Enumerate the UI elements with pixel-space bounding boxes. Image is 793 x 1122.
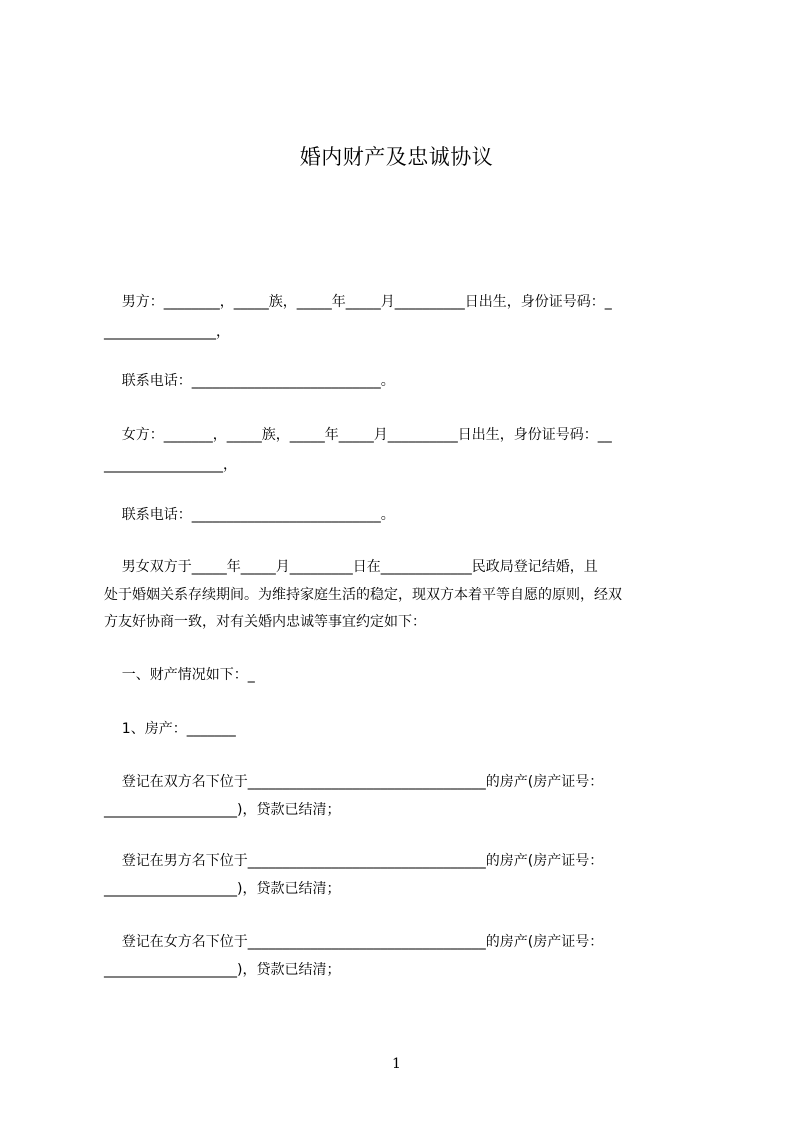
house-female-line-2: ___________________)，贷款已结清； [104, 962, 341, 978]
female-phone-line: 联系电话：___________________________。 [104, 507, 395, 523]
male-info-line-1: 男方：________，_____族，_____年_____月__________日出生，身份证号码：_ [104, 294, 612, 310]
house-joint-line-2: ___________________)，贷款已结清； [104, 802, 341, 818]
male-info-line-2: ________________， [104, 324, 230, 340]
female-info-line-1: 女方：_______，_____族，_____年_____月__________日出生，身份证号码：__ [104, 427, 612, 443]
house-male-line-1: 登记在男方名下位于__________________________________的房产(房产证号： [104, 853, 604, 869]
house-joint-line-1: 登记在双方名下位于__________________________________的房产(房产证号： [104, 774, 604, 790]
page-number: 1 [392, 1056, 401, 1072]
marriage-clause-line-2: 处于婚姻关系存续期间。为维持家庭生活的稳定，现双方本着平等自愿的原则，经双 [104, 587, 622, 603]
document-title: 婚内财产及忠诚协议 [299, 145, 494, 169]
house-heading: 1、房产：_______ [104, 721, 236, 737]
marriage-clause-line-1: 男女双方于_____年_____月_________日在_____________民政局登记结婚，且 [104, 559, 598, 575]
house-male-line-2: ___________________)，贷款已结清； [104, 881, 341, 897]
male-phone-line: 联系电话：___________________________。 [104, 373, 395, 389]
house-female-line-1: 登记在女方名下位于__________________________________的房产(房产证号： [104, 934, 604, 950]
section-heading-property: 一、财产情况如下：_ [104, 667, 255, 683]
marriage-clause-line-3: 方友好协商一致，对有关婚内忠诚等事宜约定如下： [104, 614, 426, 630]
female-info-line-2: _________________， [104, 457, 237, 473]
